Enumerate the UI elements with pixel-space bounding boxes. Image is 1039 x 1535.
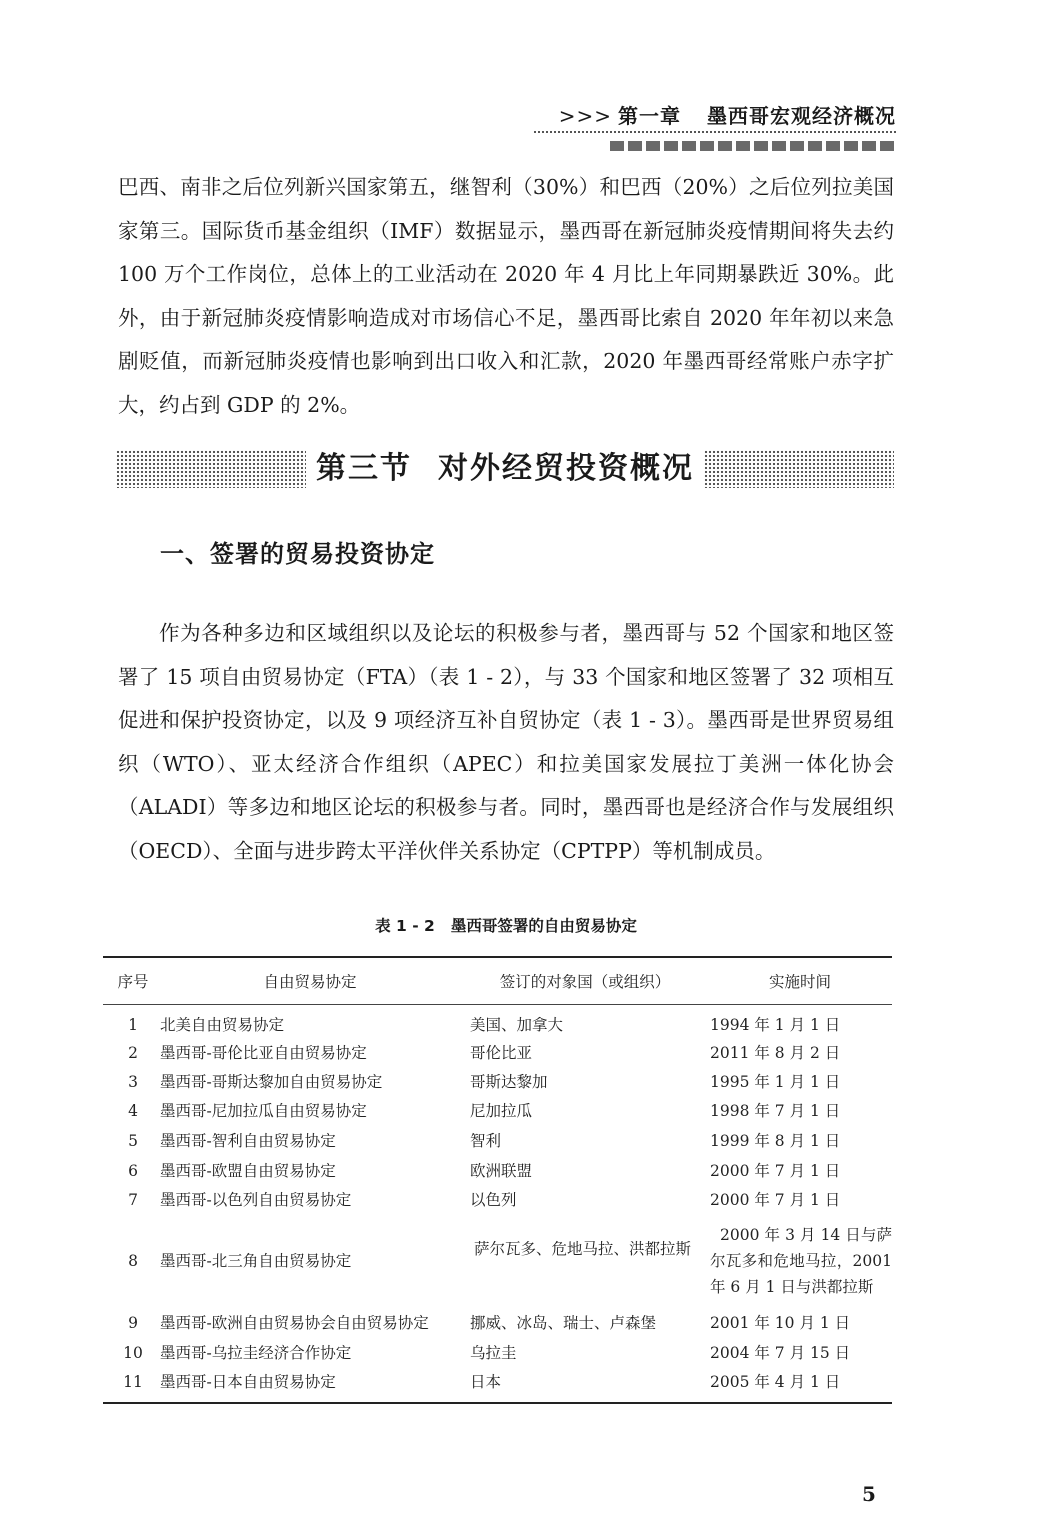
row-party: 萨尔瓦多、危地马拉、洪都拉斯	[474, 1240, 692, 1258]
section-dots-left	[116, 450, 306, 488]
row-agreement: 墨西哥-日本自由贸易协定	[160, 1373, 336, 1391]
row-date: 2005 年 4 月 1 日	[710, 1373, 841, 1391]
row-no: 8	[128, 1252, 138, 1270]
row-agreement: 墨西哥-尼加拉瓜自由贸易协定	[160, 1102, 367, 1120]
row-date: 1998 年 7 月 1 日	[710, 1102, 841, 1120]
table-header-rule	[103, 1004, 892, 1005]
row-agreement: 墨西哥-哥斯达黎加自由贸易协定	[160, 1073, 383, 1091]
row-no: 4	[128, 1102, 138, 1120]
table-bottom-rule	[103, 1402, 892, 1404]
row-no: 5	[128, 1132, 138, 1150]
row-party: 欧洲联盟	[470, 1162, 533, 1180]
header-title: 墨西哥宏观经济概况	[707, 104, 896, 128]
table-caption-title: 墨西哥签署的自由贸易协定	[450, 917, 637, 935]
row-date: 1999 年 8 月 1 日	[710, 1132, 841, 1150]
row-party: 挪威、冰岛、瑞士、卢森堡	[470, 1314, 657, 1332]
row-date: 2000 年 7 月 1 日	[710, 1191, 841, 1209]
row-date: 1994 年 1 月 1 日	[710, 1016, 841, 1034]
body-paragraph-1: 巴西、南非之后位列新兴国家第五，继智利（30%）和巴西（20%）之后位列拉美国家第三。国际货币基金组织（IMF）数据显示，墨西哥在新冠肺炎疫情期间将失去约 100 万个工作岗位，总体上的工业活动在 2020 年 4 月比上年同期暴跌近 30%。此外，由于新冠肺炎疫情影响造成对市场信心不足，墨西哥比索自 2020 年年初以来急剧贬值，而新冠肺炎疫情也影响到出口收入和汇款，2020 年墨西哥经常账户赤字扩大，约占到 GDP 的 2%。	[118, 175, 894, 417]
running-header	[530, 100, 896, 129]
row-no: 6	[128, 1162, 138, 1180]
row-date: 2011 年 8 月 2 日	[710, 1044, 841, 1062]
row-party: 哥伦比亚	[470, 1044, 533, 1062]
row-no: 2	[128, 1044, 138, 1062]
section-dots-right	[704, 450, 894, 488]
subsection-heading: 一、签署的贸易投资协定	[160, 540, 435, 568]
row-party: 以色列	[470, 1191, 517, 1209]
header-dotted-rule	[534, 131, 896, 133]
table-header-date: 实施时间	[768, 973, 831, 991]
row-no: 7	[128, 1191, 138, 1209]
row-agreement: 墨西哥-智利自由贸易协定	[160, 1132, 336, 1150]
row-date: 2004 年 7 月 15 日	[710, 1344, 851, 1362]
row-no: 11	[123, 1373, 143, 1391]
page-number: 5	[862, 1482, 876, 1506]
table-caption-number: 表 1 - 2	[375, 917, 435, 935]
row-no: 3	[128, 1073, 138, 1091]
row-party: 尼加拉瓜	[470, 1102, 533, 1120]
table-row	[0, 1222, 1039, 1302]
row-party: 乌拉圭	[470, 1344, 517, 1362]
row-party: 美国、加拿大	[470, 1016, 564, 1034]
table-header-no: 序号	[117, 973, 149, 991]
header-chapter: 第一章	[618, 104, 681, 128]
row-agreement: 墨西哥-乌拉圭经济合作协定	[160, 1344, 352, 1362]
row-date: 2000 年 3 月 14 日与萨尔瓦多和危地马拉，2001 年 6 月 1 日与洪都拉斯	[710, 1226, 892, 1296]
table-header-agreement: 自由贸易协定	[263, 973, 357, 991]
section-title	[312, 444, 698, 494]
row-no: 10	[123, 1344, 143, 1362]
section-heading	[116, 444, 894, 494]
row-agreement: 墨西哥-欧盟自由贸易协定	[160, 1162, 336, 1180]
row-date: 2001 年 10 月 1 日	[710, 1314, 851, 1332]
row-agreement: 墨西哥-北三角自由贸易协定	[160, 1252, 352, 1270]
row-party: 智利	[470, 1132, 502, 1150]
row-no: 1	[128, 1016, 138, 1034]
row-date: 2000 年 7 月 1 日	[710, 1162, 841, 1180]
table-top-rule	[103, 956, 892, 958]
row-no: 9	[128, 1314, 138, 1332]
table-caption	[118, 912, 894, 940]
table-header-party: 签订的对象国（或组织）	[499, 973, 671, 991]
row-agreement: 墨西哥-以色列自由贸易协定	[160, 1191, 352, 1209]
row-date: 1995 年 1 月 1 日	[710, 1073, 841, 1091]
header-decorative-bar	[610, 141, 896, 151]
body-paragraph-2: 作为各种多边和区域组织以及论坛的积极参与者，墨西哥与 52 个国家和地区签署了 15 项自由贸易协定（FTA）（表 1 - 2），与 33 个国家和地区签署了 32 项相互促进和保护投资协定，以及 9 项经济互补自贸协定（表 1 - 3）。墨西哥是世界贸易组织（WTO）、亚太经济合作组织（APEC）和拉美国家发展拉丁美洲一体化协会（ALADI）等多边和地区论坛的积极参与者。同时，墨西哥也是经济合作与发展组织（OECD）、全面与进步跨太平洋伙伴关系协定（CPTPP）等机制成员。	[118, 621, 894, 863]
row-party: 哥斯达黎加	[470, 1073, 548, 1091]
section-number: 第三节	[316, 451, 412, 486]
row-party: 日本	[470, 1373, 502, 1391]
row-agreement: 墨西哥-哥伦比亚自由贸易协定	[160, 1044, 367, 1062]
row-agreement: 墨西哥-欧洲自由贸易协会自由贸易协定	[160, 1314, 429, 1332]
row-agreement: 北美自由贸易协定	[160, 1016, 285, 1034]
section-name: 对外经贸投资概况	[438, 451, 694, 486]
header-arrows: >>>	[558, 104, 612, 128]
